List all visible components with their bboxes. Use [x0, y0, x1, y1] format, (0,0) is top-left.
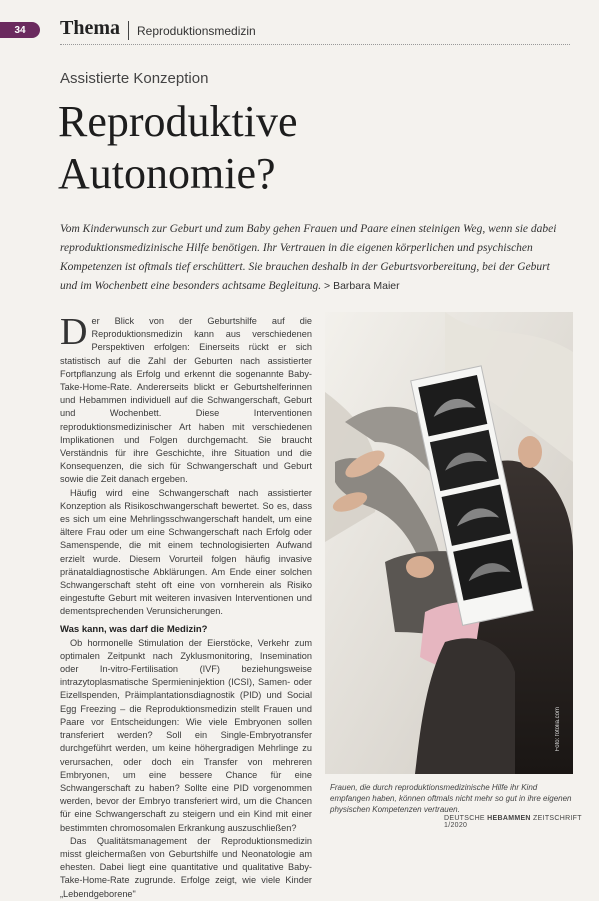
body-paragraph-3: Ob hormonelle Stimulation der Eierstöcke, Verkehr zum optimalen Zeitpunkt nach Zyklusmonitoring, Insemination oder In-vitro-Fertilisation (IVF) beziehungsweise intrazytoplasmatische Spermieninjektion (ICSI), Samen- oder Eizellspenden, Präimplantationsdiagnostik (PID) und Social Egg Freezing – die Reproduktionsmedizin stellt Frauen und Paare vor Entscheidungen: Wie viele Embryonen sollen transferiert werden? Soll ein Single-Embryotransfer durchgeführt werden, um keine höhergradigen Mehrlinge zu verursachen, oder doch ein Transfer von mehreren Embryonen, um eine bessere Chance für eine Schwangerschaft zu haben? Sollte eine PID vorgenommen werden, bevor der Embryo transferiert wird, um die Chancen für eine Schwangerschaft zu steigern und ein Kind mit einer bestimmten chromosomalen Erkrankung auszuschließen?: [60, 637, 312, 833]
body-paragraph-1: [60, 311, 312, 487]
photo-caption: Frauen, die durch reproduktionsmedizinische Hilfe ihr Kind empfangen haben, können oftmals nicht mehr so gut in ihre eigenen physischen Kompetenzen vertrauen.: [330, 783, 572, 814]
header-divider: [128, 21, 129, 40]
lead-paragraph: [60, 220, 565, 296]
author-byline: > Barbara Maier: [324, 280, 400, 292]
body-paragraph-4: Das Qualitätsmanagement der Reproduktionsmedizin misst gleichermaßen von Geburtshilfe und Neonatologie am ehesten. Dabei liegt eine quantitative und qualitative Baby-Take-Home-Rate zugrunde. Erfolge zeigt, wie viele Kinder „Lebendgeborene": [60, 835, 312, 899]
lead-text: Vom Kinderwunsch zur Geburt und zum Baby gehen Frauen und Paare einen steinigen Weg, wenn sie dabei reproduktionsmedizinische Hilfe benötigen. Ihr Vertrauen in die eigenen körperlichen und psychischen Kompetenzen ist oftmals tief erschüttert. Sie brauchen deshalb in der Geburtsvorbereitung, bei der Geburt und im Wochenbett eine besonders achtsame Begleitung.: [60, 223, 557, 292]
section-thema: Thema: [60, 17, 120, 39]
page-number-badge: 34: [0, 22, 40, 38]
body-paragraph-2: Häufig wird eine Schwangerschaft nach assistierter Konzeption als Risikoschwangerschaft bewertet. So es, dass es sich um eine Mehrlingsschwangerschaft handelt, um eine ältere Frau oder um eine Schwangerschaft nach Erfolg oder Samenspende, die mit einem technologisierten Aufwand erzielt wurde. Diesem Vorurteil folgen häufig invasive pränataldiagnostische Abklärungen. Am Ende einer solchen Schwangerschaft steht oft eine von vornherein als Risiko eingestufte Geburt mit weiteren invasiven Interventionen und dementsprechenden Verunsicherungen.: [60, 487, 312, 617]
photo-illustration: [325, 312, 573, 774]
footer-suffix: ZEITSCHRIFT 1/2020: [444, 815, 582, 829]
headline-line-2: Autonomie?: [58, 149, 276, 198]
body-text-1: er Blick von der Geburtshilfe auf die Reproduktionsmedizin kann aus verschiedenen Perspektiven erfolgen: Einerseits rückt er sich statistisch auf die Zahl der Geburten nach assistierter Fortpflanzung als Erfolg und erkennt die sogenannte Baby-Take-Home-Rate. Andererseits blickt er Geburtshelferinnen und Hebammen individuell auf die Schwangerschaft, Geburt und Wochenbett. Diese Interventionen reproduktionsmedizinischer Art haben mit verschiedenen Implikationen und Folgen durchgemacht. Sie braucht Verständnis für ihre Geschichte, ihre Situation und die Konsequenzen, die sich für Schwangerschaft und Geburt sowie die Zeit danach ergeben.: [60, 316, 312, 485]
footer-publication: [444, 815, 599, 829]
footer-prefix: DEUTSCHE: [444, 815, 485, 822]
dropcap: D: [60, 311, 88, 353]
subheading: Was kann, was darf die Medizin?: [60, 623, 208, 635]
photo-credit: Foto: fotolia.com: [555, 707, 561, 752]
headline-line-1: Reproduktive: [58, 97, 298, 146]
kicker: Assistierte Konzeption: [60, 70, 209, 87]
headline: [58, 96, 298, 200]
article-body: [60, 311, 312, 899]
footer-brand: HEBAMMEN: [487, 815, 531, 822]
section-name: Reproduktionsmedizin: [137, 24, 256, 38]
header-rule: [60, 44, 570, 45]
article-photo: [325, 312, 573, 774]
